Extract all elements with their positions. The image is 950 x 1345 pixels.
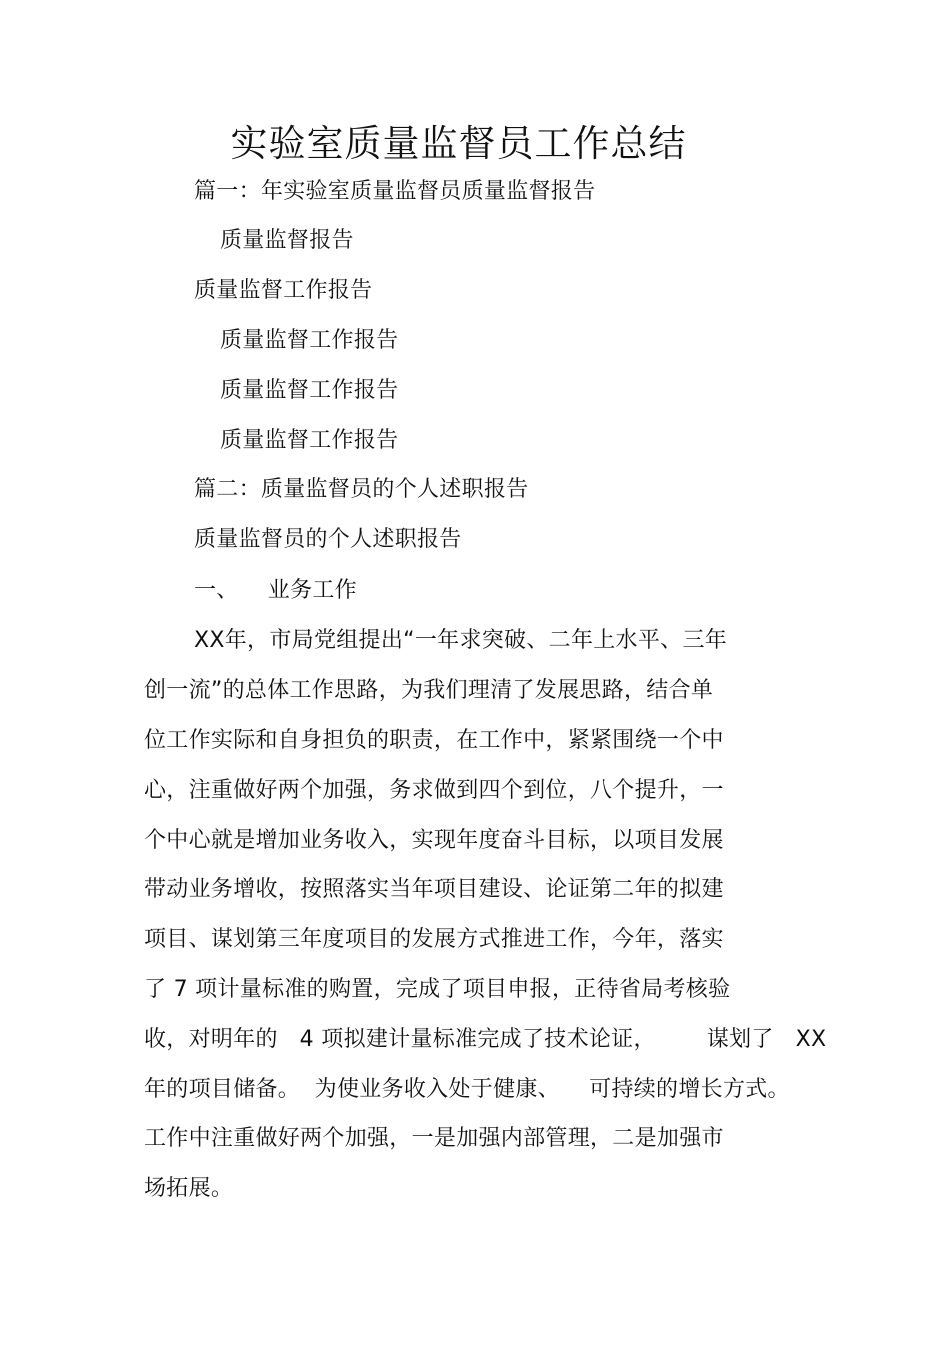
section-heading-1: 篇一：年实验室质量监督员质量监督报告: [194, 179, 596, 204]
body-text-line: 了 7 项计量标准的购置，完成了项目申报，正待省局考核验: [144, 977, 731, 1002]
subheading-line: 质量监督工作报告: [220, 428, 399, 453]
document-title: 实验室质量监督员工作总结: [230, 122, 687, 165]
body-text-line: 个中心就是增加业务收入，实现年度奋斗目标，以项目发展: [144, 828, 724, 853]
body-text-line: 位工作实际和自身担负的职责，在工作中，紧紧围绕一个中: [144, 728, 724, 753]
body-text-line: XX年，市局党组提出“一年求突破、二年上水平、三年: [194, 628, 728, 653]
body-text-line: 项目、谋划第三年度项目的发展方式推进工作，今年，落实: [144, 927, 724, 952]
body-text-line: 场拓展。: [144, 1176, 234, 1201]
body-text-line: 收，对明年的 4 项拟建计量标准完成了技术论证， 谋划了 XX: [144, 1027, 827, 1052]
subheading-line: 质量监督报告: [220, 228, 354, 253]
report-title-line: 质量监督员的个人述职报告: [194, 527, 462, 552]
body-text-line: 带动业务增收，按照落实当年项目建设、论证第二年的拟建: [144, 877, 724, 902]
body-text-line: 年的项目储备。 为使业务收入处于健康、 可持续的增长方式。: [144, 1077, 790, 1102]
subheading-line: 质量监督工作报告: [194, 278, 373, 303]
subheading-line: 质量监督工作报告: [220, 378, 399, 403]
body-text-line: 工作中注重做好两个加强，一是加强内部管理，二是加强市: [144, 1126, 724, 1151]
body-text-line: 心，注重做好两个加强，务求做到四个到位，八个提升，一: [144, 778, 724, 803]
body-text-line: 创一流”的总体工作思路，为我们理清了发展思路，结合单: [144, 678, 714, 703]
numbered-heading: 一、 业务工作: [194, 578, 357, 603]
subheading-line: 质量监督工作报告: [220, 328, 399, 353]
section-heading-2: 篇二：质量监督员的个人述职报告: [194, 477, 529, 502]
